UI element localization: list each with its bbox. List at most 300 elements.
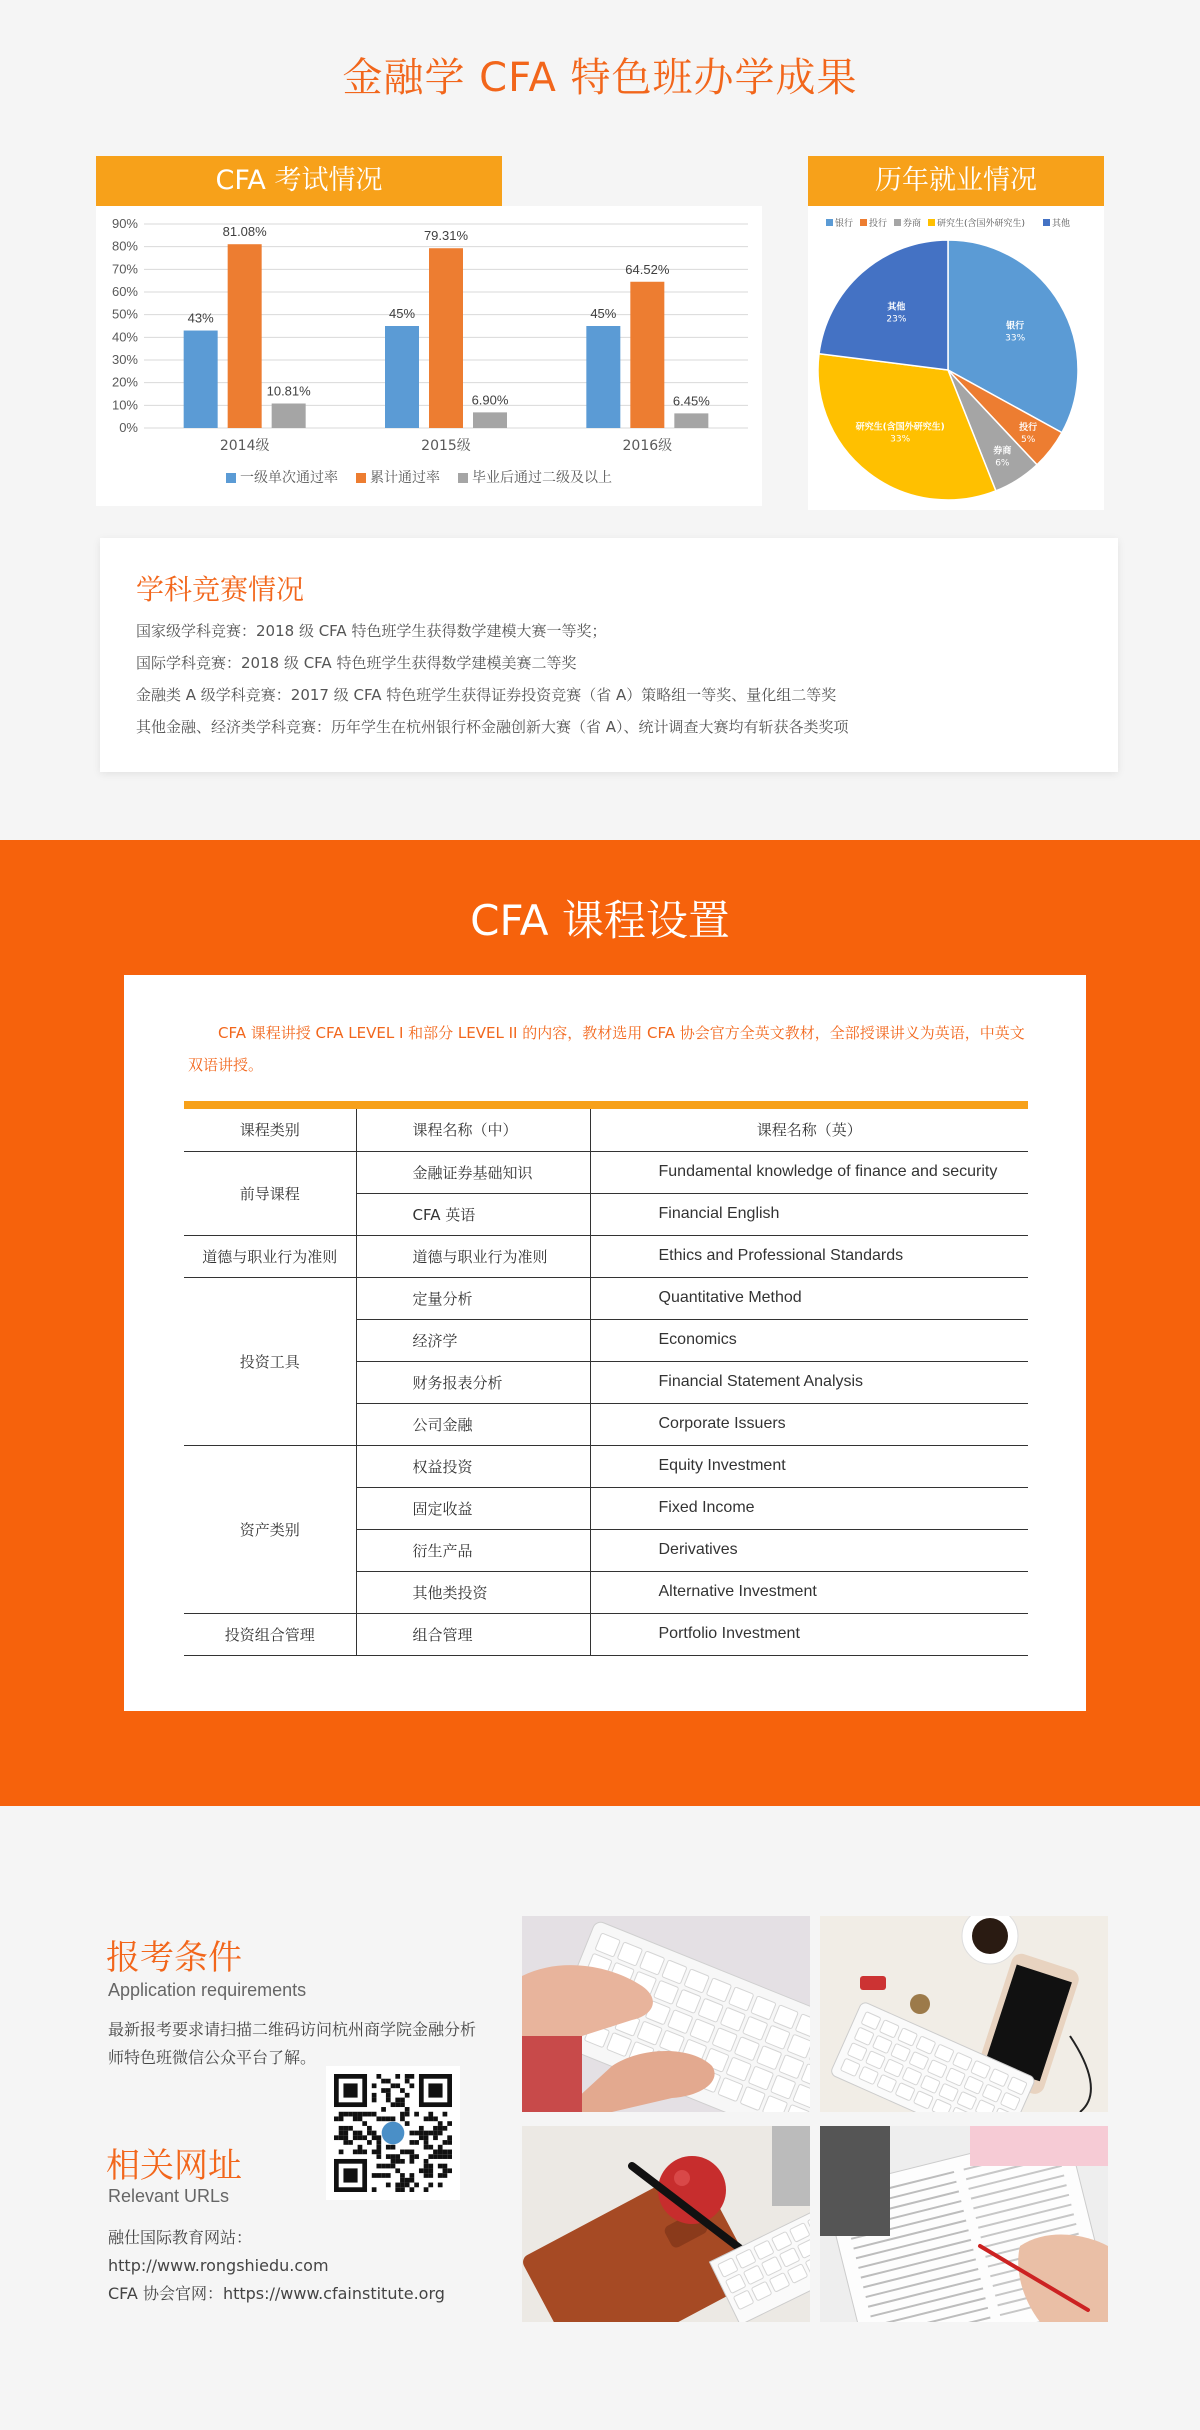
qr-module [395,2168,400,2173]
slice-name-label: 券商 [993,446,1012,457]
qr-module [438,2126,443,2131]
qr-module [358,2131,363,2136]
qr-module [343,2140,348,2145]
slice-name-label: 研究生(含国外研究生) [855,422,945,433]
qr-module [339,2112,344,2117]
qr-module [400,2187,405,2192]
qr-module [428,2183,433,2188]
qr-module [391,2102,396,2107]
slice-name-label: 投行 [1019,423,1038,434]
qr-module [414,2131,419,2136]
course-name-cn-cell: 金融证券基础知识 [356,1151,590,1193]
qr-module [372,2150,377,2155]
qr-module [405,2178,410,2183]
qr-module [428,2168,433,2173]
qr-module [386,2173,391,2178]
qr-finder-core [343,2083,357,2097]
qr-module [339,2131,344,2136]
y-tick-label: 10% [111,397,138,413]
x-tick-label: 2016级 [622,438,673,454]
qr-module [443,2154,448,2159]
qr-finder-core [343,2168,357,2182]
bar [586,326,620,428]
qr-module [395,2074,400,2079]
qr-module [391,2083,396,2088]
legend-label: 其他 [1052,219,1071,229]
qr-module [400,2173,405,2178]
x-tick-label: 2015级 [421,438,471,454]
y-tick-label: 70% [111,261,138,277]
qr-module [395,2159,400,2164]
qr-module [424,2131,429,2136]
qr-module [343,2131,348,2136]
qr-module [386,2079,391,2084]
slice-value-label: 5% [1020,435,1036,446]
qr-module [386,2098,391,2103]
table-row [184,1235,1028,1277]
qr-module [372,2098,377,2103]
qr-module [372,2131,377,2136]
qr-finder-core [428,2083,442,2097]
course-name-en-cell: Portfolio Investment [590,1613,1028,1655]
header-name-en: 课程名称（英） [590,1105,1028,1151]
competition-title: 学科竞赛情况 [136,573,305,606]
course-name-cn-cell: 权益投资 [356,1445,590,1487]
qr-module [381,2164,386,2169]
qr-module [424,2173,429,2178]
legend-swatch [1043,219,1050,226]
header-name-cn: 课程名称（中） [356,1105,590,1151]
legend-swatch [860,219,867,226]
qr-module [410,2159,415,2164]
pie-chart [808,206,1104,510]
qr-module [419,2131,424,2136]
course-name-en-cell: Quantitative Method [590,1277,1028,1319]
y-tick-label: 80% [111,238,138,254]
y-tick-label: 30% [111,352,138,367]
qr-module [362,2112,367,2117]
qr-module [343,2112,348,2117]
qr-module [391,2159,396,2164]
url-link-rongshi[interactable]: http://www.rongshiedu.com [108,2256,329,2275]
legend-swatch [356,473,366,483]
qr-module [339,2116,344,2121]
qr-module [372,2135,377,2140]
qr-module [348,2112,353,2117]
qr-module [400,2116,405,2121]
apply-text: 最新报考要求请扫描二维码访问杭州商学院金融分析师特色班微信公众平台了解。 [108,2020,477,2067]
qr-module [424,2164,429,2169]
qr-module [419,2168,424,2173]
qr-module [376,2145,381,2150]
qr-module [424,2140,429,2145]
y-tick-label: 60% [111,284,138,299]
course-name-en-cell: Ethics and Professional Standards [590,1235,1028,1277]
section1-title: 金融学 CFA 特色班办学成果 [342,55,858,101]
qr-module [428,2145,433,2150]
qr-module [405,2112,410,2117]
qr-module [414,2140,419,2145]
qr-module [410,2178,415,2183]
pie-slice [819,240,948,370]
x-tick-label: 2014级 [219,438,270,454]
data-label: 10.81% [266,383,311,399]
qr-module [419,2126,424,2131]
course-name-en-cell: Fixed Income [590,1487,1028,1529]
url-link-cfa[interactable]: CFA 协会官网：https://www.cfainstitute.org [108,2284,445,2303]
qr-module [447,2135,452,2140]
qr-module [386,2164,391,2169]
qr-module [372,2112,377,2117]
qr-module [348,2140,353,2145]
qr-module [410,2074,415,2079]
qr-module [410,2173,415,2178]
qr-module [381,2088,386,2093]
qr-logo [382,2122,405,2145]
y-tick-label: 90% [111,216,138,231]
qr-module [381,2079,386,2084]
apple-notebook-photo [522,2126,810,2322]
qr-module [419,2135,424,2140]
legend-swatch [826,219,833,226]
qr-module [405,2079,410,2084]
qr-module [376,2074,381,2079]
y-tick-label: 20% [111,374,138,390]
course-intro: CFA 课程讲授 CFA LEVEL I 和部分 LEVEL II 的内容，教材选用 CFA 协会官方全英文教材，全部授课讲义为英语，中英文双语讲授。 [188,1024,1025,1074]
apple-notebook-graphic [522,2126,810,2322]
qr-module [414,2154,419,2159]
qr-module [386,2116,391,2121]
qr-module [367,2126,372,2131]
qr-module [358,2116,363,2121]
qr-module [386,2093,391,2098]
course-name-en-cell: Fundamental knowledge of finance and security [590,1151,1028,1193]
slice-value-label: 33% [890,434,911,445]
y-tick-label: 0% [119,420,138,435]
course-category-cell: 投资工具 [184,1277,356,1445]
qr-module [405,2093,410,2098]
qr-module [447,2168,452,2173]
qr-module [438,2131,443,2136]
qr-module [395,2183,400,2188]
data-label: 45% [388,306,416,321]
qr-code-icon[interactable] [326,2066,460,2200]
course-name-en-cell: Financial Statement Analysis [590,1361,1028,1403]
qr-module [400,2150,405,2155]
qr-module [376,2140,381,2145]
qr-module [343,2135,348,2140]
header-category: 课程类别 [184,1105,356,1151]
qr-module [447,2121,452,2126]
bar [184,331,218,428]
course-name-en-cell: Equity Investment [590,1445,1028,1487]
data-label: 6.45% [672,393,710,409]
qr-module [443,2173,448,2178]
data-label: 64.52% [625,261,670,277]
qr-module [405,2107,410,2112]
qr-module [424,2145,429,2150]
qr-module [395,2187,400,2192]
employment-ribbon: 历年就业情况 [808,156,1104,206]
course-name-cn-cell: 定量分析 [356,1277,590,1319]
qr-module [362,2135,367,2140]
qr-module [400,2112,405,2117]
qr-module [400,2088,405,2093]
slice-name-label: 其他 [887,302,906,313]
qr-module [358,2150,363,2155]
qr-module [410,2140,415,2145]
qr-module [358,2112,363,2117]
qr-module [414,2112,419,2117]
slice-value-label: 33% [1005,333,1026,344]
qr-module [381,2116,386,2121]
qr-module [372,2083,377,2088]
data-label: 45% [590,306,617,321]
qr-module [353,2135,358,2140]
slice-value-label: 6% [995,458,1010,469]
qr-module [405,2150,410,2155]
bar [228,244,262,428]
table-row [184,1613,1028,1655]
competition-card [100,538,1118,772]
qr-module [395,2102,400,2107]
qr-module [405,2121,410,2126]
qr-module [438,2145,443,2150]
qr-module [348,2126,353,2131]
y-tick-label: 40% [111,329,138,345]
bar [429,248,463,428]
course-card [124,975,1086,1711]
course-name-cn-cell: 公司金融 [356,1403,590,1445]
legend-label: 研究生(含国外研究生) [937,219,1026,229]
qr-module [438,2173,443,2178]
qr-module [400,2159,405,2164]
qr-module [339,2126,344,2131]
qr-module [381,2173,386,2178]
qr-module [386,2145,391,2150]
qr-module [410,2154,415,2159]
bar-chart [96,206,762,506]
legend-label: 投行 [869,219,888,229]
qr-module [428,2154,433,2159]
qr-module [447,2140,452,2145]
urls-title: 相关网址 [106,2146,242,2186]
qr-module [400,2183,405,2188]
competition-line: 其他金融、经济类学科竞赛：历年学生在杭州银行杯金融创新大赛（省 A）、统计调查大赛均有斩获各类奖项 [136,718,849,736]
qr-module [353,2116,358,2121]
course-category-cell: 前导课程 [184,1151,356,1235]
qr-module [353,2112,358,2117]
table-row [184,1277,1028,1319]
qr-module [424,2135,429,2140]
qr-module [443,2126,448,2131]
qr-module [334,2135,339,2140]
qr-module [447,2154,452,2159]
qr-module [428,2116,433,2121]
competition-line: 金融类 A 级学科竞赛：2017 级 CFA 特色班学生获得证券投资竞赛（省 A）策略组一等奖、量化组二等奖 [136,686,837,704]
qr-module [376,2135,381,2140]
qr-module [386,2183,391,2188]
qr-module [400,2098,405,2103]
qr-module [358,2135,363,2140]
qr-module [410,2131,415,2136]
qr-module [391,2164,396,2169]
bar-chart-card [96,206,762,506]
qr-module [433,2126,438,2131]
qr-module [443,2140,448,2145]
bar [385,326,419,428]
qr-module [358,2145,363,2150]
qr-module [405,2074,410,2079]
qr-module [433,2150,438,2155]
qr-module [424,2187,429,2192]
course-name-cn-cell: 衍生产品 [356,1529,590,1571]
data-label: 43% [187,310,214,326]
bar [473,412,507,428]
course-section-title: CFA 课程设置 [470,896,730,945]
qr-module [339,2135,344,2140]
apply-subtitle: Application requirements [108,1980,307,2000]
qr-module [424,2159,429,2164]
course-name-cn-cell: 固定收益 [356,1487,590,1529]
legend-swatch [458,473,468,483]
table-row [184,1151,1028,1193]
qr-module [386,2088,391,2093]
data-label: 6.90% [471,392,509,408]
qr-module [391,2116,396,2121]
urls-subtitle: Relevant URLs [108,2186,230,2206]
qr-module [400,2178,405,2183]
legend-label: 券商 [903,219,922,229]
qr-module [428,2173,433,2178]
qr-module [428,2131,433,2136]
table-header-row [184,1105,1028,1151]
bar [630,282,664,428]
legend-swatch [226,473,236,483]
desk-phone-coffee-photo [820,1916,1108,2112]
qr-module [424,2116,429,2121]
course-name-cn-cell: 财务报表分析 [356,1361,590,1403]
course-name-en-cell: Alternative Investment [590,1571,1028,1613]
keyboard-hands-photo [522,1916,810,2112]
qr-module [362,2121,367,2126]
qr-module [362,2150,367,2155]
qr-module [438,2150,443,2155]
course-category-cell: 资产类别 [184,1445,356,1613]
qr-module [391,2154,396,2159]
qr-module [424,2168,429,2173]
qr-module [400,2102,405,2107]
y-tick-label: 50% [111,306,138,322]
qr-module [395,2098,400,2103]
slice-value-label: 23% [886,314,907,325]
qr-module [410,2187,415,2192]
qr-module [391,2145,396,2150]
qr-module [376,2116,381,2121]
qr-module [433,2135,438,2140]
qr-module [428,2112,433,2117]
bar [272,403,306,428]
desk-phone-coffee-graphic [820,1916,1108,2112]
qr-module [410,2083,415,2088]
qr-module [410,2150,415,2155]
course-name-cn-cell: 其他类投资 [356,1571,590,1613]
qr-module [343,2126,348,2131]
course-name-en-cell: Derivatives [590,1529,1028,1571]
pie-chart-card [808,206,1104,510]
qr-module [433,2131,438,2136]
qr-module [395,2154,400,2159]
course-category-cell: 投资组合管理 [184,1613,356,1655]
qr-module [334,2116,339,2121]
legend-swatch [894,219,901,226]
url-label-rongshi: 融仕国际教育网站： [108,2228,253,2247]
qr-module [405,2183,410,2188]
competition-line: 国际学科竞赛：2018 级 CFA 特色班学生获得数学建模美赛二等奖 [136,654,577,672]
qr-module [376,2154,381,2159]
qr-module [395,2083,400,2088]
legend-label: 毕业后通过二级及以上 [472,470,612,486]
qr-module [414,2183,419,2188]
qr-code-graphic [334,2074,452,2192]
bar [674,413,708,428]
qr-module [376,2150,381,2155]
legend-label: 累计通过率 [370,470,440,486]
course-name-en-cell: Economics [590,1319,1028,1361]
competition-line: 国家级学科竞赛：2018 级 CFA 特色班学生获得数学建模大赛一等奖； [136,622,607,640]
qr-module [438,2183,443,2188]
qr-module [376,2173,381,2178]
qr-module [443,2112,448,2117]
writing-document-graphic [820,2126,1108,2322]
table-row [184,1445,1028,1487]
slice-name-label: 银行 [1006,321,1025,332]
qr-module [428,2164,433,2169]
course-name-en-cell: Corporate Issuers [590,1403,1028,1445]
qr-module [353,2131,358,2136]
qr-module [372,2093,377,2098]
qr-module [367,2112,372,2117]
qr-module [372,2173,377,2178]
data-label: 81.08% [222,224,267,240]
legend-label: 银行 [835,219,854,229]
qr-module [386,2154,391,2159]
keyboard-hands-graphic [522,1916,810,2112]
cfa-exam-ribbon: CFA 考试情况 [96,156,502,206]
course-name-cn-cell: 经济学 [356,1319,590,1361]
qr-module [376,2164,381,2169]
course-name-en-cell: Financial English [590,1193,1028,1235]
qr-module [447,2150,452,2155]
data-label: 79.31% [423,228,469,244]
course-name-cn-cell: 组合管理 [356,1613,590,1655]
legend-swatch [928,219,935,226]
qr-module [433,2154,438,2159]
qr-module [353,2150,358,2155]
course-name-cn-cell: 道德与职业行为准则 [356,1235,590,1277]
qr-module [438,2154,443,2159]
qr-module [381,2107,386,2112]
qr-module [372,2187,377,2192]
qr-module [438,2164,443,2169]
legend-label: 一级单次通过率 [240,470,338,486]
qr-module [339,2150,344,2155]
qr-module [443,2168,448,2173]
course-category-cell: 道德与职业行为准则 [184,1235,356,1277]
course-table [184,1101,1028,1656]
apply-title: 报考条件 [106,1938,242,1978]
writing-document-photo [820,2126,1108,2322]
